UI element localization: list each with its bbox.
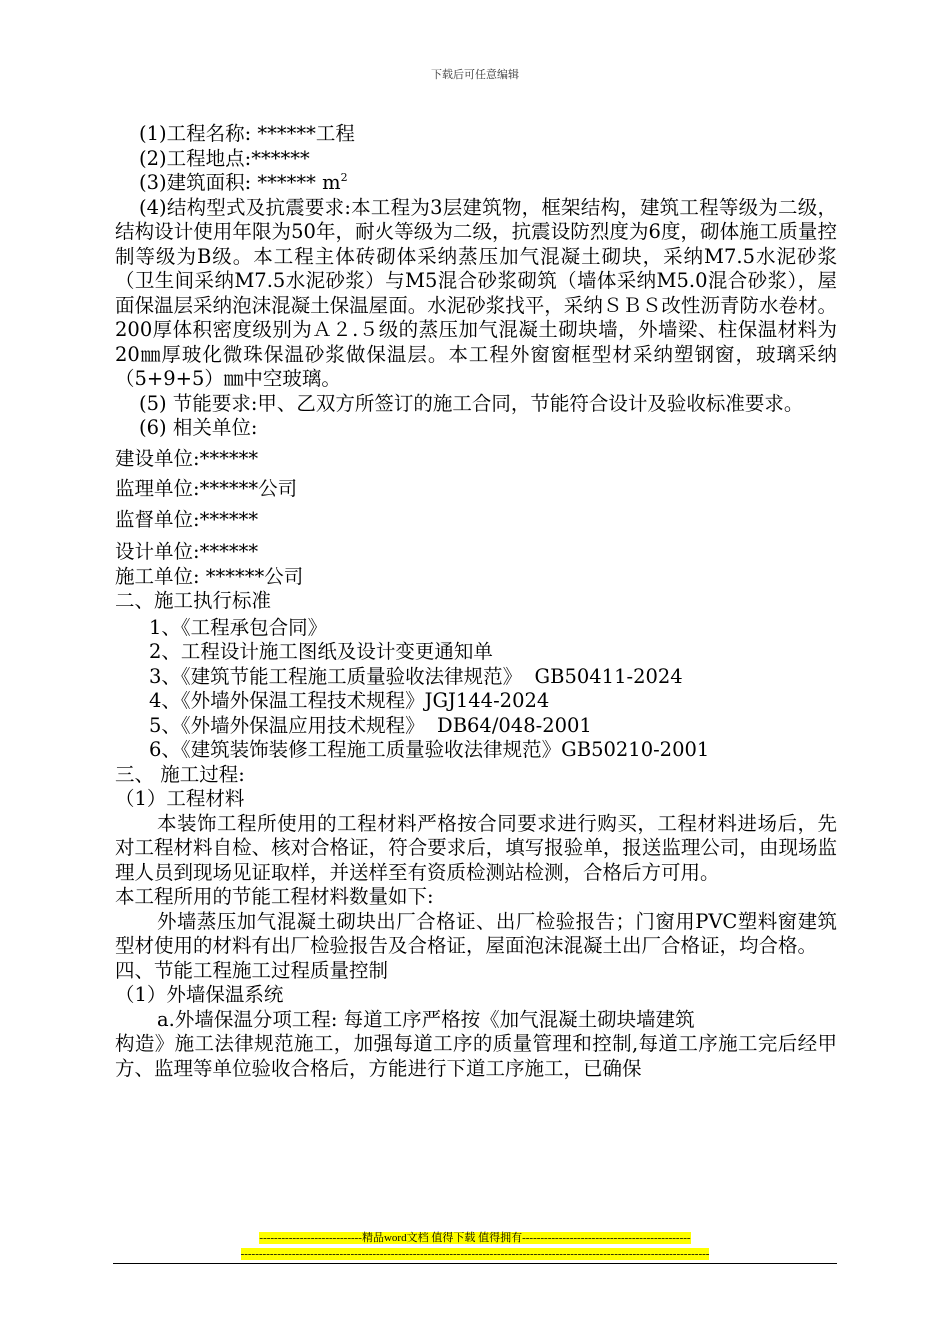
materials-quantity-line: 本工程所用的节能工程材料数量如下: xyxy=(115,885,434,908)
building-area-text: (3)建筑面积: ****** m xyxy=(139,171,341,194)
section-2-heading: 二、施工执行标准 xyxy=(115,589,272,612)
unit-supervision: 监理单位:******公司 xyxy=(115,477,298,500)
materials-certificates-paragraph: 外墙蒸压加气混凝土砌块出厂合格证、出厂检验报告；门窗用PVC塑料窗建筑型材使用的材料有出厂检验报告及合格证，屋面泡沫混凝土出厂合格证，均合格。 xyxy=(115,909,837,957)
unit-construction: 建设单位:****** xyxy=(115,446,259,470)
footer-divider xyxy=(113,1263,837,1264)
unit-design: 设计单位:****** xyxy=(115,540,259,563)
standard-item-4: 4、《外墙外保温工程技术规程》JGJ144-2024 xyxy=(149,689,550,712)
standard-item-5: 5、《外墙外保温应用技术规程》 DB64/048-2001 xyxy=(149,713,592,737)
wall-insulation-subheading: （1）外墙保温系统 xyxy=(115,983,284,1006)
section-3-heading: 三、 施工过程: xyxy=(115,762,245,786)
footer-banner-line-1 xyxy=(0,1231,950,1245)
project-location-line: (2)工程地点:****** xyxy=(139,146,310,170)
standard-item-1: 1、《工程承包合同》 xyxy=(149,615,328,639)
related-units-heading: (6) 相关单位: xyxy=(139,416,258,439)
materials-subheading: （1）工程材料 xyxy=(115,787,245,810)
structure-paragraph: (4)结构型式及抗震要求:本工程为3层建筑物，框架结构，建筑工程等级为二级，结构设计使用年限为50年，耐火等级为二级，抗震设防烈度为6度，砌体施工质量控制等级为B级。本工程主体砖砌体采纳蒸压加气混凝土砌块，采纳M7.5水泥砂浆（卫生间采纳M7.5水泥砂浆）与M5混合砂浆砌筑（墙体采纳M5.0混合砂浆），屋面保温层采纳泡沫混凝土保温屋面。水泥砂浆找平，采纳ＳＢＳ改性沥青防水卷材。200厚体积密度级别为Ａ２.５级的蒸压加气混凝土砌块墙，外墙梁、柱保温材料为20㎜厚玻化微珠保温砂浆做保温层。本工程外窗窗框型材采纳塑钢窗，玻璃采纳（5+9+5）㎜中空玻璃。 xyxy=(115,195,837,390)
document-body xyxy=(115,122,837,1081)
building-area-line xyxy=(115,171,837,196)
standard-item-3: 3、《建筑节能工程施工质量验收法律规范》 GB50411-2024 xyxy=(149,664,683,688)
page-header-note: 下载后可任意编辑 xyxy=(431,68,519,81)
project-name-line: (1)工程名称: ******工程 xyxy=(139,122,355,145)
footer-banner-line-2 xyxy=(0,1247,950,1261)
standard-item-2: 2、工程设计施工图纸及设计变更通知单 xyxy=(149,640,493,663)
unit-contractor: 施工单位: ******公司 xyxy=(115,564,304,588)
wall-insulation-line-a: a.外墙保温分项工程: 每道工序严格按《加气混凝土砌块墙建筑 xyxy=(157,1007,695,1031)
footer-banner-text-2: -------------------------------------------------------------------------------------------------------------------------------- xyxy=(240,1248,710,1260)
unit-oversight: 监督单位:****** xyxy=(115,507,259,531)
area-unit-superscript: 2 xyxy=(340,171,348,184)
energy-requirement-paragraph: (5) 节能要求:甲、乙双方所签订的施工合同，节能符合设计及验收标准要求。 xyxy=(139,391,804,415)
standard-item-6: 6、《建筑装饰装修工程施工质量验收法律规范》GB50210-2001 xyxy=(149,738,710,761)
wall-insulation-paragraph: 构造》施工法律规范施工，加强每道工序的质量管理和控制,每道工序施工完后经甲方、监理等单位验收合格后，方能进行下道工序施工，已确保 xyxy=(115,1032,837,1080)
materials-paragraph: 本装饰工程所使用的工程材料严格按合同要求进行购买，工程材料进场后，先对工程材料自检、核对合格证，符合要求后，填写报验单，报送监理公司，由现场监理人员到现场见证取样，并送样至有资质检测站检测，合格后方可用。 xyxy=(115,811,837,884)
footer-banner-text-1: ----------------------------精品word文档 值得下载 值得拥有---------------------------------------------- xyxy=(259,1232,691,1244)
section-4-heading: 四、节能工程施工过程质量控制 xyxy=(115,958,389,982)
